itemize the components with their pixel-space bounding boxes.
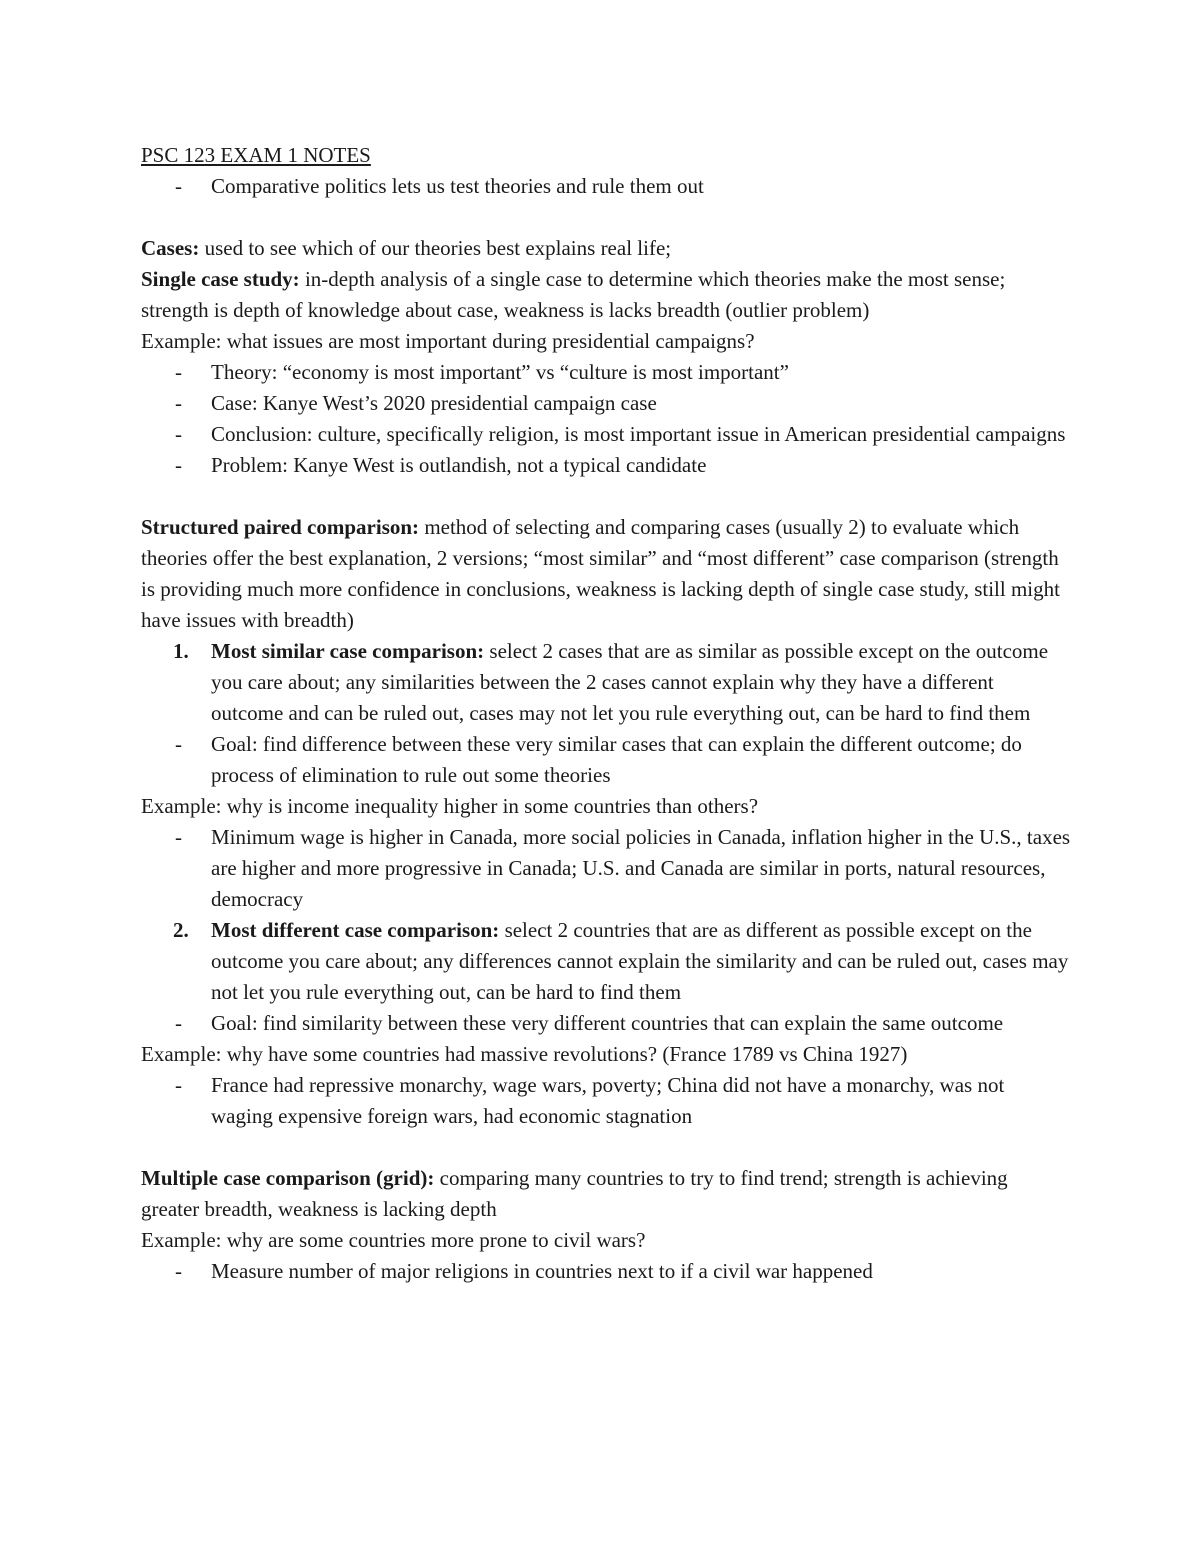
multiple-definition	[141, 1163, 1071, 1225]
list-item-text: Measure number of major religions in countries next to if a civil war happened	[211, 1259, 873, 1283]
list-item-text: Goal: find difference between these very similar cases that can explain the different outcome; do process of elimination to rule out some theories	[211, 732, 1022, 787]
example-line: Example: why are some countries more prone to civil wars?	[141, 1228, 646, 1252]
dash-marker: -	[175, 732, 182, 756]
document-page	[141, 140, 1071, 1287]
definition-text: in-depth analysis of a single case to determine which theories make the most sense; strength is depth of knowledge about case, weakness is lacks breadth (outlier problem)	[141, 267, 1006, 322]
item-number: 1.	[173, 639, 189, 663]
dash-marker: -	[175, 1259, 182, 1283]
term: Multiple case comparison (grid):	[141, 1166, 435, 1190]
numbered-list-1	[141, 636, 1071, 729]
spacer	[141, 202, 1071, 233]
dash-marker: -	[175, 1011, 182, 1035]
list-item-text: Conclusion: culture, specifically religion, is most important issue in American presidential campaigns	[211, 422, 1066, 446]
item-number: 2.	[173, 918, 189, 942]
single-example-list	[141, 357, 1071, 481]
list-item-text: Problem: Kanye West is outlandish, not a typical candidate	[211, 453, 707, 477]
dash-marker: -	[175, 1073, 182, 1097]
example-line: Example: what issues are most important during presidential campaigns?	[141, 329, 755, 353]
numbered-item	[141, 915, 1071, 1008]
list-item	[141, 171, 1071, 202]
list-item-text: Minimum wage is higher in Canada, more social policies in Canada, inflation higher in the U.S., taxes are higher and more progressive in Canada; U.S. and Canada are similar in ports, natural resources, democracy	[211, 825, 1071, 911]
single-case-definition	[141, 264, 1071, 326]
definition-text: select 2 countries that are as different as possible except on the outcome you care about; any differences cannot explain the similarity and can be ruled out, cases may not let you rule everything out, can be hard to find them	[211, 918, 1069, 1004]
list-item	[141, 729, 1071, 791]
definition-text: select 2 cases that are as similar as possible except on the outcome you care about; any similarities between the 2 cases cannot explain why they have a different outcome and can be ruled out, cases may not let you rule everything out, can be hard to find them	[211, 639, 1049, 725]
intro-list	[141, 171, 1071, 202]
definition-text: comparing many countries to try to find trend; strength is achieving greater breadth, weakness is lacking depth	[141, 1166, 1008, 1221]
list-item	[141, 419, 1071, 450]
list-item	[141, 1070, 1071, 1132]
list-item-text: Theory: “economy is most important” vs “culture is most important”	[211, 360, 789, 384]
list-item	[141, 1008, 1071, 1039]
term: Single case study:	[141, 267, 300, 291]
list-item-text: France had repressive monarchy, wage wars, poverty; China did not have a monarchy, was not waging expensive foreign wars, had economic stagnation	[211, 1073, 1005, 1128]
list-item	[141, 357, 1071, 388]
dash-marker: -	[175, 422, 182, 446]
dash-marker: -	[175, 453, 182, 477]
term: Most different case comparison:	[211, 918, 500, 942]
definition-text: used to see which of our theories best explains real life;	[199, 236, 672, 260]
similar-example-list	[141, 822, 1071, 915]
list-item-text: Comparative politics lets us test theories and rule them out	[211, 174, 704, 198]
document-title: PSC 123 EXAM 1 NOTES	[141, 143, 371, 167]
list-item-text: Case: Kanye West’s 2020 presidential campaign case	[211, 391, 657, 415]
list-item	[141, 450, 1071, 481]
spacer	[141, 1132, 1071, 1163]
cases-definition	[141, 233, 1071, 264]
list-item	[141, 822, 1071, 915]
dash-marker: -	[175, 825, 182, 849]
different-example-list	[141, 1070, 1071, 1132]
list-item	[141, 388, 1071, 419]
multiple-example-list	[141, 1256, 1071, 1287]
example-line: Example: why is income inequality higher in some countries than others?	[141, 794, 759, 818]
term: Cases:	[141, 236, 200, 260]
similar-goal-list	[141, 729, 1071, 791]
dash-marker: -	[175, 360, 182, 384]
list-item-text: Goal: find similarity between these very different countries that can explain the same outcome	[211, 1011, 1004, 1035]
dash-marker: -	[175, 174, 182, 198]
list-item	[141, 1256, 1071, 1287]
numbered-item	[141, 636, 1071, 729]
spacer	[141, 481, 1071, 512]
definition-text: method of selecting and comparing cases (usually 2) to evaluate which theories offer the best explanation, 2 versions; “most similar” and “most different” case comparison (strength is providing much more confidence in conclusions, weakness is lacking depth of single case study, still might have issues with breadth)	[141, 515, 1060, 632]
different-goal-list	[141, 1008, 1071, 1039]
dash-marker: -	[175, 391, 182, 415]
term: Most similar case comparison:	[211, 639, 485, 663]
example-line: Example: why have some countries had massive revolutions? (France 1789 vs China 1927)	[141, 1042, 908, 1066]
term: Structured paired comparison:	[141, 515, 420, 539]
structured-definition	[141, 512, 1071, 636]
numbered-list-2	[141, 915, 1071, 1008]
